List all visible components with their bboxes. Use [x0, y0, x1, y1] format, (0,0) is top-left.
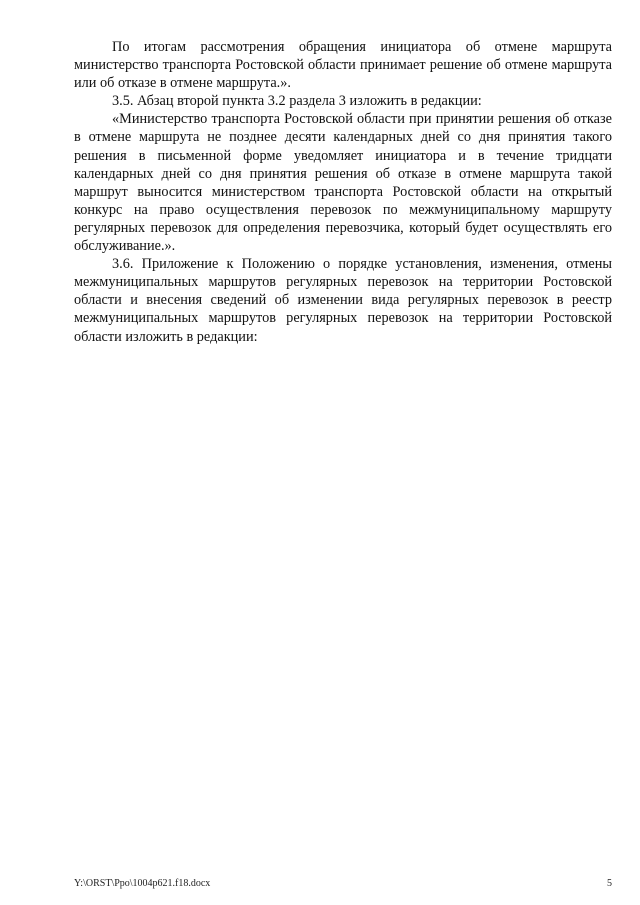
paragraph-item-3-6: 3.6. Приложение к Положению о порядке установления, изменения, отмены межмуниципальных маршрутов регулярных перевозок на территории Ростовской области и внесения сведений об изменении вида регулярных перевозок в реестр межмуниципальных маршрутов регулярных перевозок на территории Ростовской области изложить в редакции:	[74, 256, 612, 345]
paragraph-decision-outcome: По итогам рассмотрения обращения инициатора об отмене маршрута министерство транспорта Ростовской области принимает решение об отмене маршрута или об отказе в отмене маршрута.».	[74, 39, 612, 92]
footer-file-path: Y:\ORST\Ppo\1004p621.f18.docx	[74, 878, 211, 889]
paragraph-quoted-ministry-rule: «Министерство транспорта Ростовской области при принятии решения об отказе в отмене маршрута не позднее десяти календарных дней со дня принятия такого решения в письменной форме уведомляет инициатора и в течение тридцати календарных дней со дня принятия решения об отказе в отмене маршрута такой маршрут выносится министерством транспорта Ростовской области на открытый конкурс на право осуществления перевозок по межмуниципальному маршруту регулярных перевозок для определения перевозчика, который будет осуществлять его обслуживание.».	[74, 111, 612, 255]
document-body	[74, 38, 612, 346]
paragraph-item-3-5: 3.5. Абзац второй пункта 3.2 раздела 3 изложить в редакции:	[112, 93, 482, 110]
footer-page-number: 5	[607, 878, 612, 889]
